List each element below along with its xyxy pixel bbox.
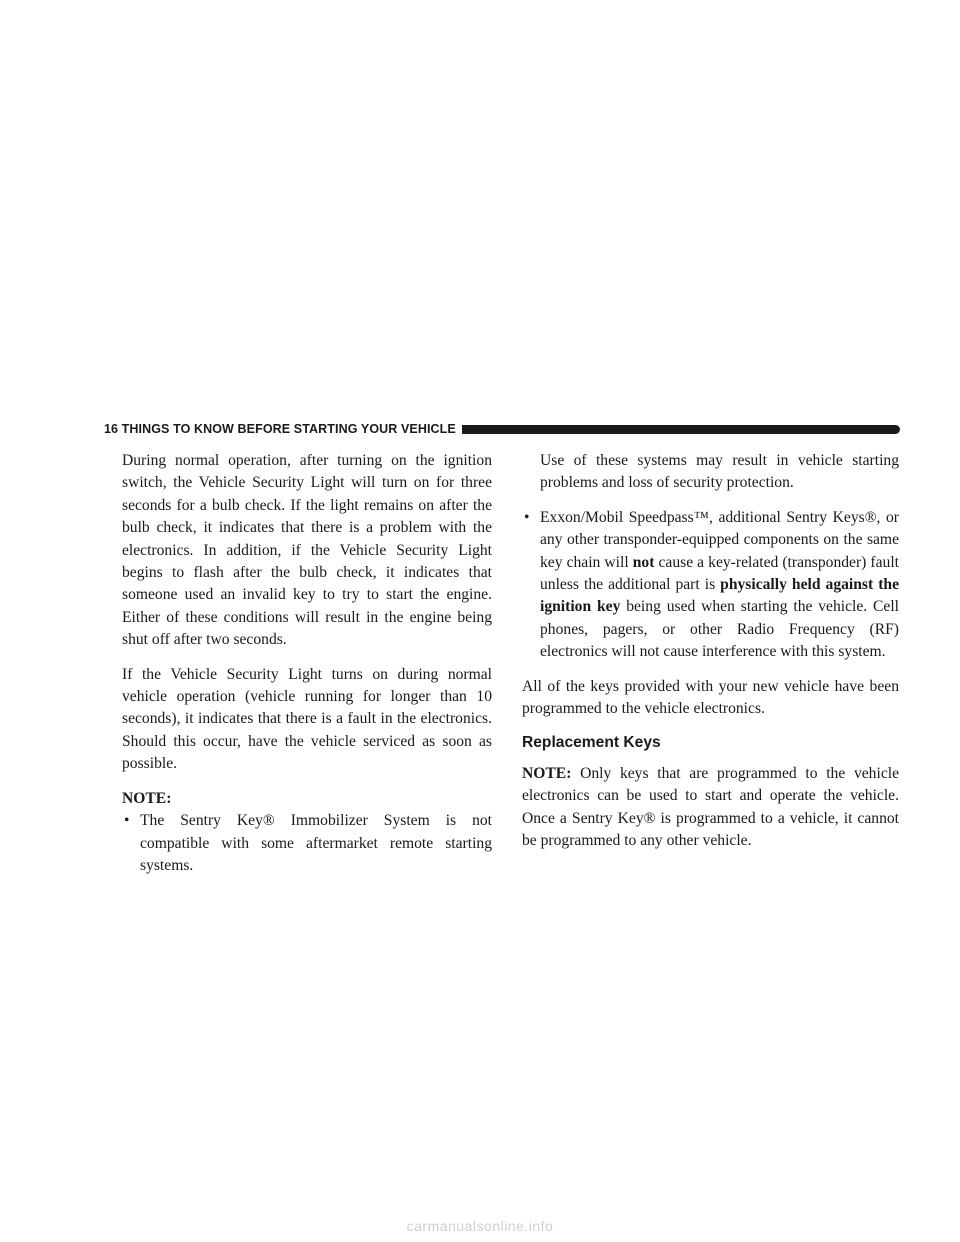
note-bullet-compatibility	[122, 810, 492, 877]
note-label: NOTE:	[122, 789, 172, 807]
bullet-text-bold-not: not	[632, 553, 655, 571]
bullet-continued-text: Use of these systems may result in vehicle starting problems and loss of security protection.	[540, 452, 899, 492]
paragraph-normal-operation: During normal operation, after turning on the ignition switch, the Vehicle Security Light will turn on for three seconds for a bulb check. If the light remains on after the bulb check, it indicates that there is a problem with the electronics. In addition, if the Vehicle Security Light begins to flash after the bulb check, it indicates that someone used an invalid key to try to start the engine. Either of these conditions will result in the engine being shut off after two seconds.	[122, 452, 492, 649]
section-heading-replacement-keys: Replacement Keys	[522, 734, 661, 752]
bullet-text-bold-held: physically held against the ignition key	[540, 576, 899, 616]
bullet-text-part1: Exxon/Mobil Speedpass™, additional Sentry Keys®, or any other transponder-equipped components on the same key chain will	[540, 508, 899, 571]
note-text: Only keys that are programmed to the vehicle electronics can be used to start and operate the vehicle. Once a Sentry Key® is programmed to a vehicle, it cannot be programmed to any other vehicle.	[522, 764, 899, 850]
left-column	[122, 450, 492, 877]
right-column	[522, 450, 899, 865]
paragraph-keys-programmed: All of the keys provided with your new vehicle have been programmed to the vehicle electronics.	[522, 677, 899, 718]
watermark: carmanualsonline.info	[406, 1218, 554, 1234]
header-rule	[462, 425, 900, 434]
paragraph-replacement-note	[522, 763, 899, 853]
note-label-inline: NOTE:	[522, 764, 572, 782]
bullet-icon: •	[124, 812, 130, 830]
bullet-text-part2: cause a key-related (transponder) fault unless the additional part is	[540, 553, 899, 594]
bullet-icon: •	[524, 508, 530, 526]
bullet-text: The Sentry Key® Immobilizer System is not compatible with some aftermarket remote starting systems.	[140, 812, 492, 874]
paragraph-security-light-fault: If the Vehicle Security Light turns on during normal vehicle operation (vehicle running for longer than 10 seconds), it indicates that there is a fault in the electronics. Should this occur, have the vehicle serviced as soon as possible.	[122, 665, 492, 773]
page-header	[104, 418, 900, 440]
note-bullet-speedpass	[522, 507, 899, 664]
page-number-title: 16 THINGS TO KNOW BEFORE STARTING YOUR VEHICLE	[104, 422, 456, 436]
bullet-text-part3: being used when starting the vehicle. Cell phones, pagers, or other Radio Frequency (RF) electronics will not cause interference with this system.	[540, 598, 900, 661]
